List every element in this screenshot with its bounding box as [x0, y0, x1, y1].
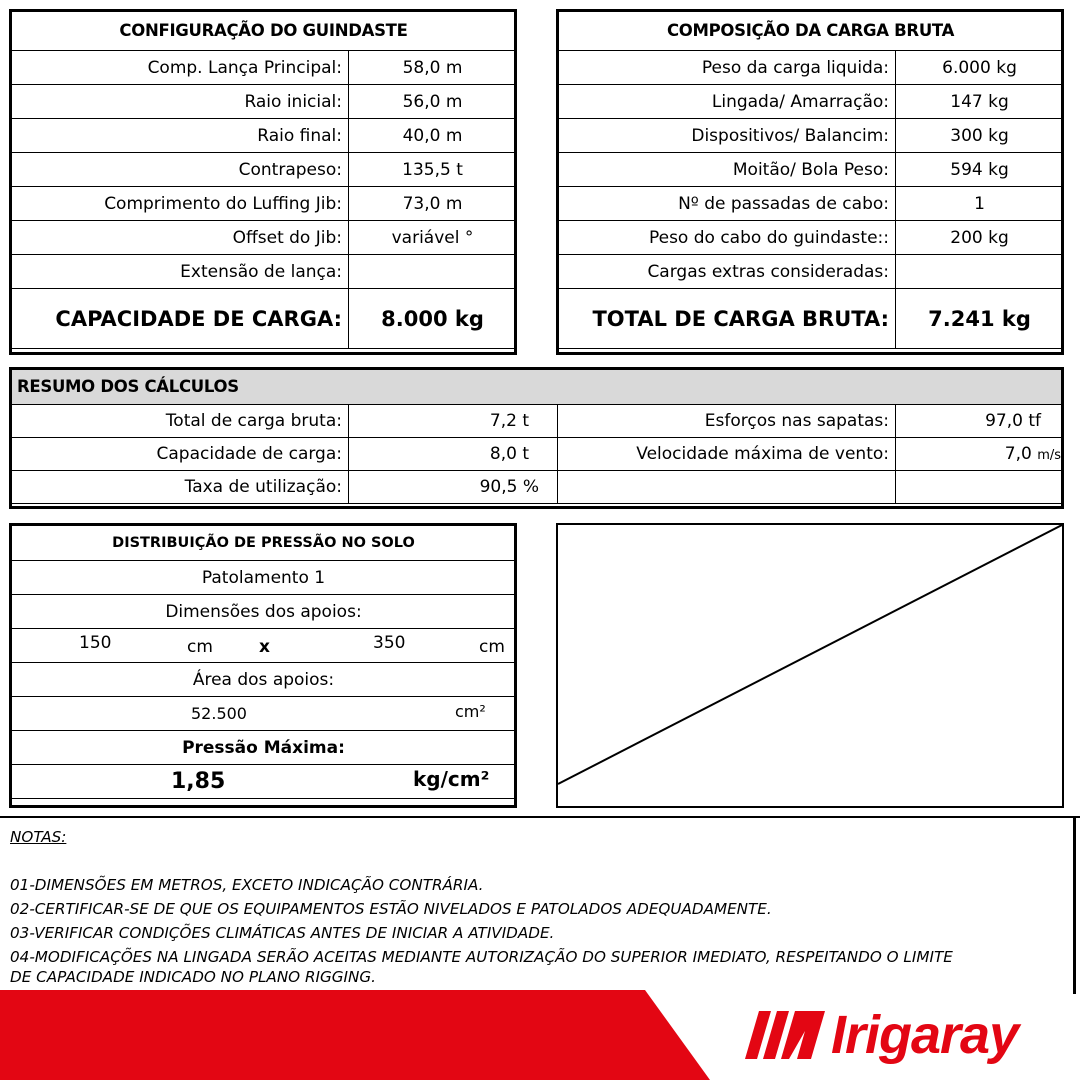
- brand-logo: [745, 1005, 1018, 1065]
- summary-label: Velocidade máxima de vento:: [558, 438, 896, 471]
- config-value: variável °: [349, 221, 517, 255]
- summary-value: 7,2 t: [349, 405, 558, 438]
- note-item: 03-VERIFICAR CONDIÇÕES CLIMÁTICAS ANTES DE INICIAR A ATIVIDADE.: [10, 924, 555, 942]
- soil-pressure-table: [10, 524, 517, 799]
- note-item: 01-DIMENSÕES EM METROS, EXCETO INDICAÇÃO CONTRÁRIA.: [10, 876, 484, 894]
- note-item: 04-MODIFICAÇÕES NA LINGADA SERÃO ACEITAS MEDIANTE AUTORIZAÇÃO DO SUPERIOR IMEDIATO, RESPEITANDO O LIMITE: [10, 948, 953, 966]
- config-value: 73,0 m: [349, 187, 517, 221]
- composition-value: 147 kg: [896, 85, 1064, 119]
- config-value: 58,0 m: [349, 51, 517, 85]
- composition-label: Peso da carga liquida:: [558, 51, 896, 85]
- summary-empty-cell: [896, 471, 1064, 504]
- empty-diagram-box: [556, 523, 1064, 808]
- config-value: 135,5 t: [349, 153, 517, 187]
- summary-table: [10, 368, 1064, 504]
- config-label: Comp. Lança Principal:: [11, 51, 349, 85]
- summary-label: Total de carga bruta:: [11, 405, 349, 438]
- summary-empty-cell: [558, 471, 896, 504]
- dim-b-value: 350: [373, 633, 406, 653]
- composition-value: 1: [896, 187, 1064, 221]
- summary-value: 90,5 %: [349, 471, 558, 504]
- max-pressure-value: 1,85: [171, 769, 226, 794]
- support-area-unit: cm²: [455, 702, 486, 721]
- composition-label: Lingada/ Amarração:: [558, 85, 896, 119]
- summary-label: Esforços nas sapatas:: [558, 405, 896, 438]
- composition-value: 594 kg: [896, 153, 1064, 187]
- config-label: Offset do Jib:: [11, 221, 349, 255]
- max-pressure-unit: kg/cm²: [413, 767, 490, 791]
- config-label: Raio final:: [11, 119, 349, 153]
- total-gross-value: 7.241 kg: [896, 289, 1064, 349]
- summary-value: 8,0 t: [349, 438, 558, 471]
- dim-b-unit: cm: [479, 637, 505, 657]
- diagonal-line: [558, 525, 1062, 806]
- support-dimensions-row: [11, 629, 517, 663]
- composition-label: Peso do cabo do guindaste::: [558, 221, 896, 255]
- summary-value: 97,0 tf: [896, 405, 1064, 438]
- times-symbol: x: [259, 637, 270, 657]
- capacity-label: CAPACIDADE DE CARGA:: [11, 289, 349, 349]
- note-item: DE CAPACIDADE INDICADO NO PLANO RIGGING.: [10, 968, 376, 986]
- crane-config-title: CONFIGURAÇÃO DO GUINDASTE: [11, 11, 517, 51]
- outrigger-label: Patolamento 1: [11, 561, 517, 595]
- notes-title: NOTAS:: [10, 828, 67, 846]
- notes-separator: [0, 816, 1080, 818]
- right-border: [1073, 816, 1076, 994]
- support-area-row: [11, 697, 517, 731]
- summary-label: Taxa de utilização:: [11, 471, 349, 504]
- brand-mark-icon: [745, 1007, 825, 1063]
- config-label: Raio inicial:: [11, 85, 349, 119]
- config-label: Comprimento do Luffing Jib:: [11, 187, 349, 221]
- summary-label: Capacidade de carga:: [11, 438, 349, 471]
- dim-a-unit: cm: [187, 637, 213, 657]
- composition-value: [896, 255, 1064, 289]
- config-label: Contrapeso:: [11, 153, 349, 187]
- composition-value: 300 kg: [896, 119, 1064, 153]
- composition-label: Moitão/ Bola Peso:: [558, 153, 896, 187]
- dim-a-value: 150: [79, 633, 112, 653]
- composition-value: 6.000 kg: [896, 51, 1064, 85]
- gross-load-title: COMPOSIÇÃO DA CARGA BRUTA: [558, 11, 1064, 51]
- total-gross-label: TOTAL DE CARGA BRUTA:: [558, 289, 896, 349]
- support-area-label: Área dos apoios:: [11, 663, 517, 697]
- gross-load-table: [557, 10, 1064, 349]
- max-pressure-label: Pressão Máxima:: [11, 731, 517, 765]
- composition-label: Cargas extras consideradas:: [558, 255, 896, 289]
- support-area-value: 52.500: [191, 704, 247, 723]
- max-pressure-row: [11, 765, 517, 799]
- composition-label: Dispositivos/ Balancim:: [558, 119, 896, 153]
- summary-value: 7,0 m/s: [896, 438, 1064, 471]
- crane-config-table: [10, 10, 517, 349]
- composition-label: Nº de passadas de cabo:: [558, 187, 896, 221]
- soil-pressure-title: DISTRIBUIÇÃO DE PRESSÃO NO SOLO: [11, 525, 517, 561]
- config-value: 56,0 m: [349, 85, 517, 119]
- config-value: 40,0 m: [349, 119, 517, 153]
- config-value: [349, 255, 517, 289]
- support-dimensions-label: Dimensões dos apoios:: [11, 595, 517, 629]
- config-label: Extensão de lança:: [11, 255, 349, 289]
- note-item: 02-CERTIFICAR-SE DE QUE OS EQUIPAMENTOS ESTÃO NIVELADOS E PATOLADOS ADEQUADAMENTE.: [10, 900, 772, 918]
- composition-value: 200 kg: [896, 221, 1064, 255]
- brand-name: Irigaray: [831, 1005, 1019, 1065]
- capacity-value: 8.000 kg: [349, 289, 517, 349]
- summary-title: RESUMO DOS CÁLCULOS: [11, 369, 1064, 405]
